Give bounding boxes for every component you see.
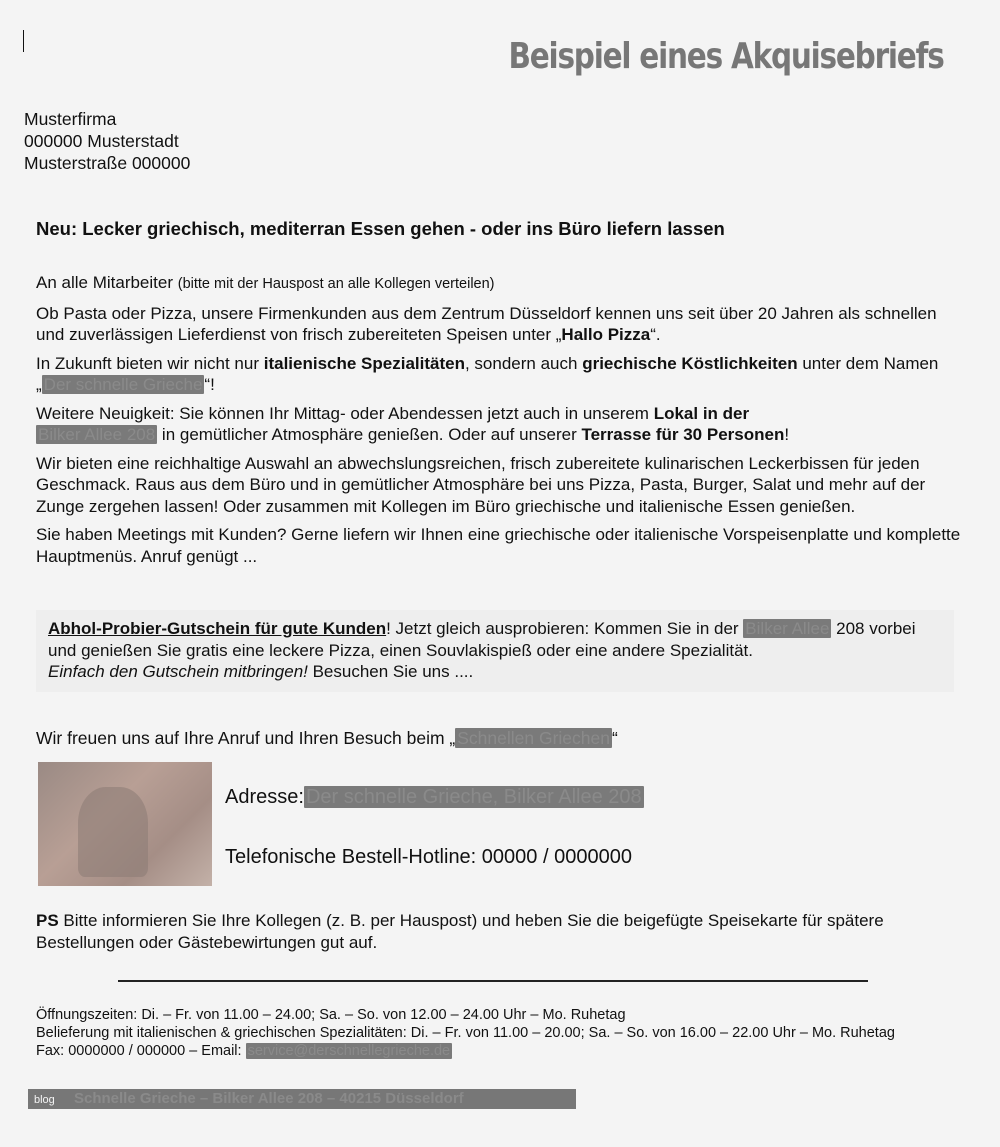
salutation-text: An alle Mitarbeiter <box>36 273 174 292</box>
photo-person <box>78 787 148 877</box>
thanks-text-b: “ <box>611 728 618 748</box>
paragraph-offer: Wir bieten eine reichhaltige Auswahl an abwechslungsreichen, frisch zubereitete kulinarischen Leckerbissen für jeden Geschmack. Raus aus dem Büro und in gemütlicher Atmosphäre bei uns Pizza, Pasta, Burger, Salat und mehr auf der Zunge zergehen lassen! Oder zusammen mit Kollegen im Büro griechische und italienische Essen genießen. <box>36 453 926 516</box>
greek-delicacies: griechische Köstlichkeiten <box>582 353 798 373</box>
blog-watermark: blog <box>34 1094 55 1106</box>
hotline-line: Telefonische Bestell-Hotline: 00000 / 0000000 <box>225 846 632 868</box>
redacted-voucher-street: Bilker Allee <box>745 619 830 638</box>
redacted-address: Der schnelle Grieche, Bilker Allee 208 <box>305 786 642 808</box>
redacted-thanks-name: Schnellen Griechen <box>457 728 610 748</box>
ps-label: PS <box>36 911 59 930</box>
redacted-name: Der schnelle Grieche <box>43 375 203 394</box>
news-text-c: in gemütlicher Atmosphäre genießen. Oder auf unserer <box>157 425 582 444</box>
text-cursor <box>23 30 24 52</box>
future-text-a: In Zukunft bieten wir nicht nur <box>36 353 264 373</box>
fax-text: Fax: 0000000 / 000000 – Email: <box>36 1043 246 1059</box>
sender-street: Musterstraße 000000 <box>24 153 191 173</box>
salutation-note: (bitte mit der Hauspost an alle Kollegen verteilen) <box>177 276 495 292</box>
postscript <box>36 910 966 953</box>
terrace-label: Terrasse für 30 Personen <box>581 425 785 444</box>
news-text-e: ! <box>784 425 790 444</box>
sender-company: Musterfirma <box>24 109 117 129</box>
paragraph-future <box>36 353 966 396</box>
redacted-footer-address: Schnelle Grieche – Bilker Allee 208 – 40215 Düsseldorf <box>28 1089 576 1109</box>
delivery-hours: Belieferung mit italienischen & griechischen Spezialitäten: Di. – Fr. von 11.00 – 20.00; Sa. – So. von 16.00 – 22.00 Uhr – Mo. Ruhetag <box>36 1025 895 1041</box>
paragraph-meetings: Sie haben Meetings mit Kunden? Gerne liefern wir Ihnen eine griechische oder italienische Vorspeisenplatte und komplette Hauptmenüs. Anruf genügt ... <box>36 525 961 566</box>
voucher-title: Abhol-Probier-Gutschein für gute Kunden <box>48 619 387 638</box>
paragraph-intro <box>36 303 966 346</box>
sender-address <box>24 108 190 174</box>
letter-headline: Neu: Lecker griechisch, mediterran Essen gehen - oder ins Büro liefern lassen <box>36 218 725 239</box>
footer <box>36 1006 966 1060</box>
document-title: Beispiel eines Akquisebriefs <box>508 36 944 77</box>
voucher-text-b: 208 vorbei und genießen Sie gratis eine leckere Pizza, einen Souvlakispieß oder eine andere Spezialität. <box>48 619 916 660</box>
redacted-email: service@derschnellegrieche.de <box>247 1043 451 1059</box>
italian-specialties: italienische Spezialitäten <box>263 353 465 373</box>
paragraph-news <box>36 403 966 446</box>
voucher-text-a: ! Jetzt gleich ausprobieren: Kommen Sie in der <box>386 619 744 638</box>
thanks-text-a: Wir freuen uns auf Ihre Anruf und Ihren Besuch beim „ <box>36 728 456 748</box>
paragraph-salutation <box>36 272 966 296</box>
ps-text: Bitte informieren Sie Ihre Kollegen (z. B. per Hauspost) und heben Sie die beigefügte Speisekarte für spätere Bestellungen oder Gästebewirtungen gut auf. <box>36 911 884 952</box>
voucher-box <box>36 610 954 692</box>
voucher-text-c: Besuchen Sie uns .... <box>307 662 474 681</box>
address-line <box>225 786 644 809</box>
fax-line <box>36 1042 966 1060</box>
opening-hours: Öffnungszeiten: Di. – Fr. von 11.00 – 24.00; Sa. – So. von 12.00 – 24.00 Uhr – Mo. Ruhetag <box>36 1007 626 1023</box>
letter-body <box>36 272 966 574</box>
future-text-c: , sondern auch <box>464 353 583 373</box>
thanks-line <box>36 728 618 749</box>
redacted-street: Bilker Allee 208 <box>38 425 156 444</box>
intro-end: “. <box>650 325 661 344</box>
restaurant-label: Lokal in der <box>653 403 750 423</box>
footer-divider <box>118 980 868 982</box>
future-text-e: unter dem Namen „ <box>36 353 939 394</box>
sender-city: 000000 Musterstadt <box>24 131 179 151</box>
address-label: Adresse: <box>225 786 304 808</box>
intro-text: Ob Pasta oder Pizza, unsere Firmenkunden aus dem Zentrum Düsseldorf kennen uns seit über 20 Jahren als schnellen und zuverlässigen Lieferdienst von frisch zubereiteten Speisen unter „ <box>36 303 937 344</box>
restaurant-photo <box>38 762 212 886</box>
brand-hallo-pizza: Hallo Pizza <box>561 325 651 344</box>
news-text-a: Weitere Neuigkeit: Sie können Ihr Mittag- oder Abendessen jetzt auch in unserem <box>36 403 654 423</box>
future-text-f: “! <box>204 375 215 394</box>
voucher-italic: Einfach den Gutschein mitbringen! <box>48 662 308 681</box>
